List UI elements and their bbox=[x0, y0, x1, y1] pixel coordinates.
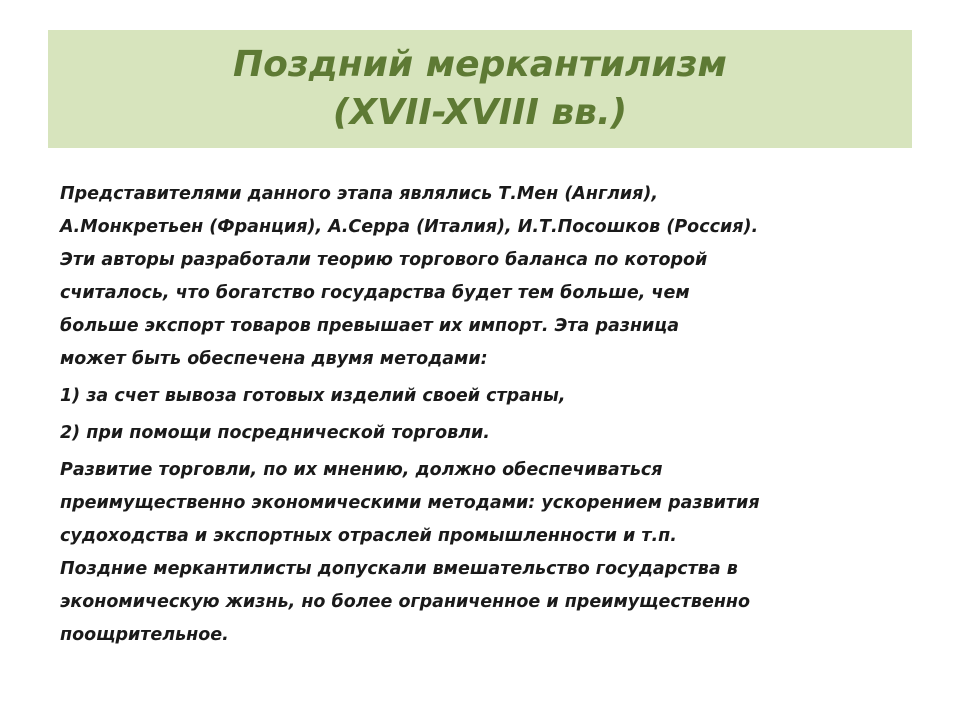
paragraph-development bbox=[60, 454, 910, 652]
text-line: экономическую жизнь, но более ограниченное и преимущественно bbox=[60, 592, 751, 612]
text-line: считалось, что богатство государства будет тем больше, чем bbox=[60, 283, 690, 303]
paragraph-method-2 bbox=[60, 417, 910, 450]
paragraph-representatives bbox=[60, 178, 910, 376]
text-line: Поздние меркантилисты допускали вмешательство государства в bbox=[60, 559, 738, 579]
text-line: преимущественно экономическими методами: ускорением развития bbox=[60, 493, 760, 513]
paragraph-method-1 bbox=[60, 380, 910, 413]
text-line: может быть обеспечена двумя методами: bbox=[60, 349, 488, 369]
slide-subtitle: (XVII-XVIII вв.) bbox=[332, 92, 628, 133]
text-line: судоходства и экспортных отраслей промышленности и т.п. bbox=[60, 526, 677, 546]
title-band bbox=[48, 30, 912, 148]
text-line: Эти авторы разработали теорию торгового баланса по которой bbox=[60, 250, 708, 270]
text-line: Представителями данного этапа являлись Т.Мен (Англия), bbox=[60, 184, 659, 204]
text-line: Развитие торговли, по их мнению, должно обеспечиваться bbox=[60, 460, 663, 480]
slide-title: Поздний меркантилизм bbox=[233, 44, 727, 85]
text-line: 1) за счет вывоза готовых изделий своей страны, bbox=[60, 386, 566, 406]
text-line: больше экспорт товаров превышает их импорт. Эта разница bbox=[60, 316, 680, 336]
text-line: 2) при помощи посреднической торговли. bbox=[60, 423, 490, 443]
text-line: поощрительное. bbox=[60, 625, 229, 645]
slide-body bbox=[60, 178, 910, 656]
text-line: А.Монкретьен (Франция), А.Серра (Италия), И.Т.Посошков (Россия). bbox=[60, 217, 759, 237]
